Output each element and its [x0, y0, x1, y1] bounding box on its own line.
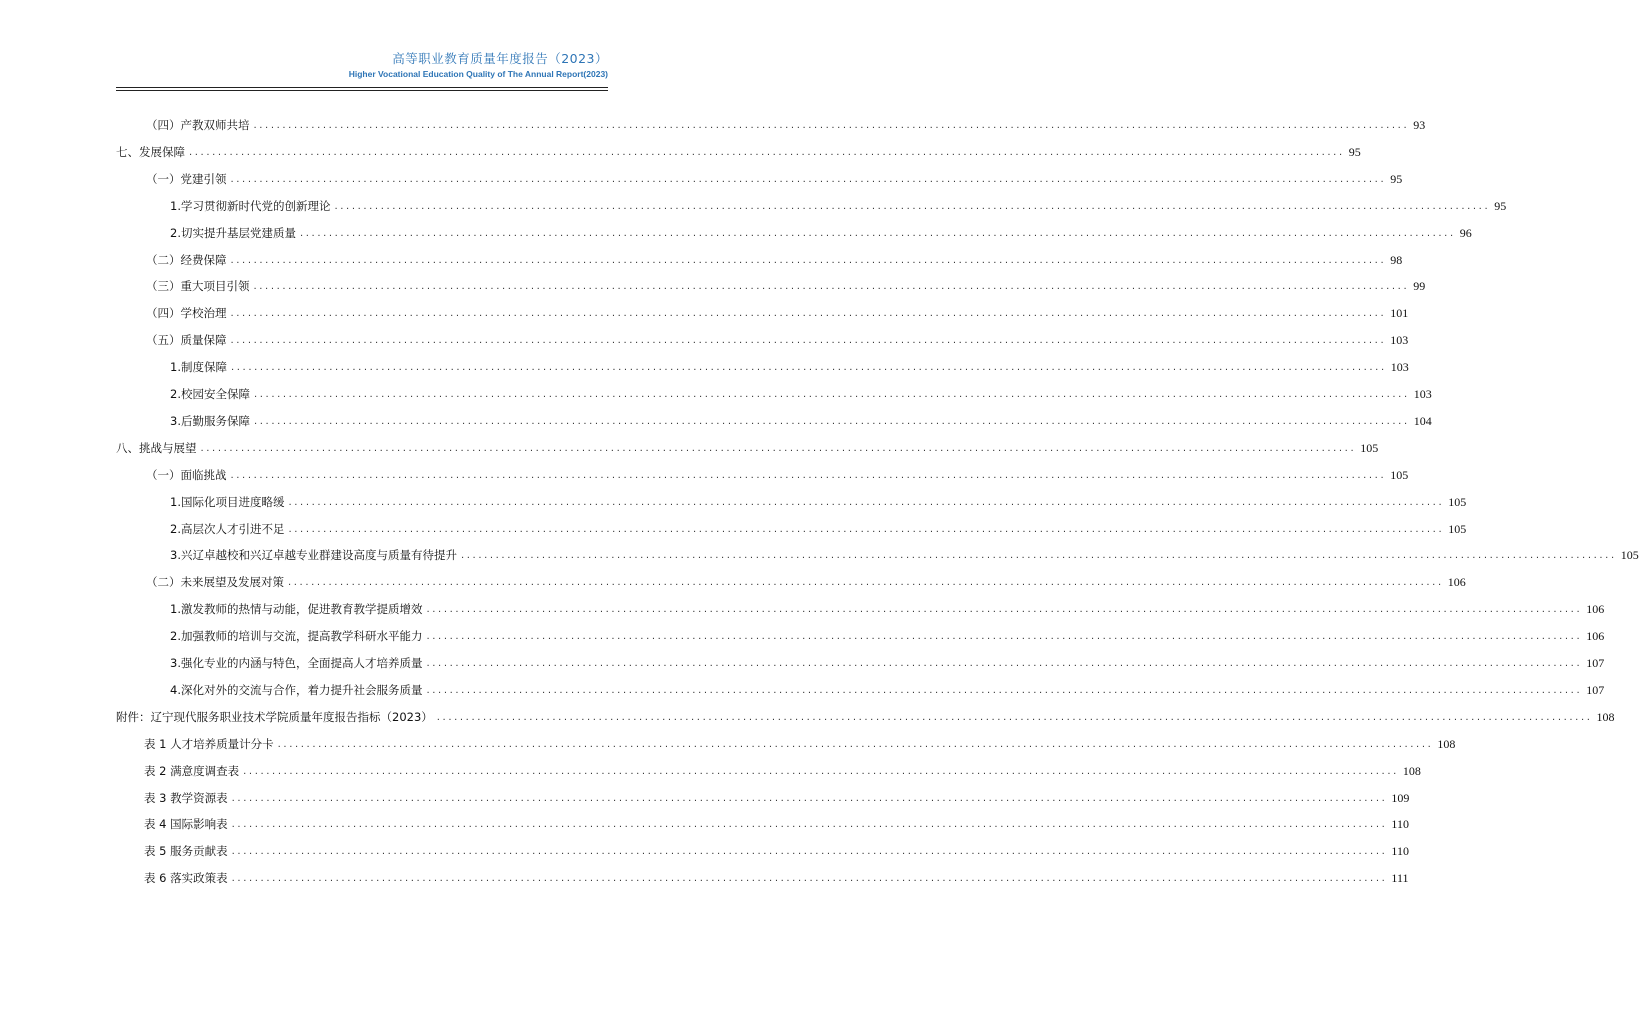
toc-entry[interactable] — [146, 300, 1409, 320]
toc-leader-dots: ........................................................................................................................................................................................................ — [288, 524, 1445, 535]
toc-leader-dots: ........................................................................................................................................................................................................ — [230, 335, 1387, 346]
toc-entry-page: 111 — [1391, 871, 1409, 885]
toc-entry-page: 108 — [1596, 710, 1615, 724]
toc-entry-page: 103 — [1390, 360, 1409, 374]
toc-entry-title: （二）未来展望及发展对策 — [146, 575, 284, 589]
toc-entry-title: 1.学习贯彻新时代党的创新理论 — [170, 199, 331, 213]
toc-entry-page: 96 — [1459, 226, 1472, 240]
toc-leader-dots: ........................................................................................................................................................................................................ — [243, 766, 1399, 777]
header-title-zh: 高等职业教育质量年度报告（2023） — [392, 51, 608, 66]
toc-entry-title: （五）质量保障 — [146, 333, 227, 347]
toc-leader-dots: ........................................................................................................................................................................................................ — [253, 389, 1410, 400]
toc-leader-dots: ........................................................................................................................................................................................................ — [426, 658, 1583, 669]
toc-leader-dots: ........................................................................................................................................................................................................ — [231, 873, 1388, 884]
toc-entry[interactable] — [144, 811, 1409, 831]
toc-entry-page: 99 — [1413, 279, 1426, 293]
header-rule-thin — [116, 90, 608, 91]
toc-entry-page: 95 — [1348, 145, 1361, 159]
toc-leader-dots: ........................................................................................................................................................................................................ — [288, 577, 1444, 588]
toc-entry-title: （三）重大项目引领 — [146, 279, 250, 293]
toc-entry[interactable] — [170, 193, 1507, 213]
toc-leader-dots: ........................................................................................................................................................................................................ — [200, 443, 1357, 454]
toc-entry-title: 4.深化对外的交流与合作，着力提升社会服务质量 — [170, 683, 423, 697]
toc-entry[interactable] — [144, 785, 1410, 805]
toc-entry[interactable] — [170, 677, 1605, 697]
toc-entry-page: 106 — [1586, 629, 1605, 643]
toc-entry-page: 107 — [1586, 656, 1605, 670]
toc-entry-page: 105 — [1620, 548, 1639, 562]
toc-entry-title: 2.高层次人才引进不足 — [170, 522, 285, 536]
toc-entry[interactable] — [116, 704, 1615, 724]
toc-entry[interactable] — [170, 596, 1605, 616]
toc-entry-page: 105 — [1360, 441, 1379, 455]
toc-entry-page: 105 — [1448, 495, 1467, 509]
toc-entry-page: 107 — [1586, 683, 1605, 697]
toc-entry[interactable] — [146, 569, 1466, 589]
toc-entry-title: 表 6 落实政策表 — [144, 871, 228, 885]
toc-entry[interactable] — [144, 865, 1409, 885]
toc-leader-dots: ........................................................................................................................................................................................................ — [253, 120, 1410, 131]
toc-entry-page: 110 — [1391, 817, 1409, 831]
running-header — [349, 50, 608, 81]
toc-leader-dots: ........................................................................................................................................................................................................ — [230, 174, 1387, 185]
toc-entry-title: 1.激发教师的热情与动能，促进教育教学提质增效 — [170, 602, 423, 616]
toc-leader-dots: ........................................................................................................................................................................................................ — [231, 819, 1388, 830]
toc-entry[interactable] — [116, 139, 1361, 159]
toc-leader-dots: ........................................................................................................................................................................................................ — [253, 281, 1410, 292]
toc-entry[interactable] — [146, 327, 1409, 347]
toc-entry-title: 3.兴辽卓越校和兴辽卓越专业群建设高度与质量有待提升 — [170, 548, 457, 562]
toc-entry-page: 106 — [1586, 602, 1605, 616]
toc-entry-page: 108 — [1437, 737, 1456, 751]
toc-entry-page: 101 — [1390, 306, 1409, 320]
toc-entry-title: 八、挑战与展望 — [116, 441, 197, 455]
toc-entry-title: （四）学校治理 — [146, 306, 227, 320]
toc-entry[interactable] — [144, 838, 1409, 858]
toc-leader-dots: ........................................................................................................................................................................................................ — [460, 550, 1617, 561]
toc-entry-title: 3.后勤服务保障 — [170, 414, 250, 428]
toc-entry-title: 1.制度保障 — [170, 360, 227, 374]
toc-entry-title: 2.加强教师的培训与交流，提高教学科研水平能力 — [170, 629, 423, 643]
toc-entry-title: （四）产教双师共培 — [146, 118, 250, 132]
header-rule-thick — [116, 87, 608, 88]
toc-entry[interactable] — [146, 273, 1426, 293]
toc-entry[interactable] — [170, 650, 1605, 670]
toc-leader-dots: ........................................................................................................................................................................................................ — [288, 497, 1445, 508]
toc-leader-dots: ........................................................................................................................................................................................................ — [230, 362, 1387, 373]
toc-entry-page: 103 — [1390, 333, 1409, 347]
toc-entry[interactable] — [170, 489, 1467, 509]
toc-entry-title: （一）面临挑战 — [146, 468, 227, 482]
toc-leader-dots: ........................................................................................................................................................................................................ — [231, 793, 1388, 804]
toc-entry[interactable] — [170, 220, 1472, 240]
toc-entry[interactable] — [170, 542, 1639, 562]
toc-entry-title: 1.国际化项目进度略缓 — [170, 495, 285, 509]
toc-entry-title: 表 5 服务贡献表 — [144, 844, 228, 858]
toc-leader-dots: ........................................................................................................................................................................................................ — [230, 470, 1387, 481]
toc-entry-title: 2.校园安全保障 — [170, 387, 250, 401]
toc-entry[interactable] — [146, 462, 1409, 482]
toc-entry[interactable] — [170, 408, 1432, 428]
toc-entry[interactable] — [170, 516, 1467, 536]
toc-entry-title: （二）经费保障 — [146, 253, 227, 267]
toc-entry[interactable] — [144, 758, 1421, 778]
toc-leader-dots: ........................................................................................................................................................................................................ — [436, 712, 1593, 723]
toc-entry[interactable] — [170, 354, 1409, 374]
toc-entry-title: 表 2 满意度调查表 — [144, 764, 240, 778]
toc-entry[interactable] — [146, 166, 1403, 186]
toc-leader-dots: ........................................................................................................................................................................................................ — [426, 604, 1583, 615]
toc-entry-title: 3.强化专业的内涵与特色，全面提高人才培养质量 — [170, 656, 423, 670]
toc-entry-page: 106 — [1447, 575, 1466, 589]
toc-leader-dots: ........................................................................................................................................................................................................ — [334, 201, 1491, 212]
toc-leader-dots: ........................................................................................................................................................................................................ — [299, 228, 1456, 239]
header-title-en: Higher Vocational Education Quality of The Annual Report(2023) — [348, 69, 608, 79]
toc-entry-title: 表 3 教学资源表 — [144, 791, 228, 805]
toc-entry-page: 105 — [1448, 522, 1467, 536]
toc-entry-page: 103 — [1413, 387, 1432, 401]
toc-leader-dots: ........................................................................................................................................................................................................ — [230, 308, 1387, 319]
toc-entry[interactable] — [170, 381, 1432, 401]
toc-entry-title: 七、发展保障 — [116, 145, 185, 159]
toc-entry-page: 98 — [1390, 253, 1403, 267]
toc-leader-dots: ........................................................................................................................................................................................................ — [426, 685, 1583, 696]
toc-entry-title: 表 4 国际影响表 — [144, 817, 228, 831]
toc-entry-title: （一）党建引领 — [146, 172, 227, 186]
toc-entry-page: 108 — [1402, 764, 1421, 778]
toc-leader-dots: ........................................................................................................................................................................................................ — [230, 255, 1387, 266]
toc-leader-dots: ........................................................................................................................................................................................................ — [253, 416, 1410, 427]
toc-entry-page: 110 — [1391, 844, 1409, 858]
toc-entry[interactable] — [146, 247, 1403, 267]
toc-entry-page: 109 — [1391, 791, 1410, 805]
toc-leader-dots: ........................................................................................................................................................................................................ — [189, 147, 1345, 158]
toc-entry-page: 95 — [1390, 172, 1403, 186]
toc-entry-title: 附件：辽宁现代服务职业技术学院质量年度报告指标（2023） — [116, 710, 433, 724]
toc-entry-page: 93 — [1413, 118, 1426, 132]
toc-entry-page: 105 — [1390, 468, 1409, 482]
toc-entry-page: 104 — [1413, 414, 1432, 428]
toc-leader-dots: ........................................................................................................................................................................................................ — [426, 631, 1583, 642]
toc-entry[interactable] — [146, 112, 1426, 132]
toc-leader-dots: ........................................................................................................................................................................................................ — [277, 739, 1434, 750]
toc-entry[interactable] — [170, 623, 1605, 643]
toc-entry-page: 95 — [1494, 199, 1507, 213]
toc-entry[interactable] — [116, 435, 1379, 455]
toc-leader-dots: ........................................................................................................................................................................................................ — [231, 846, 1388, 857]
toc-entry-title: 表 1 人才培养质量计分卡 — [144, 737, 274, 751]
toc-entry-title: 2.切实提升基层党建质量 — [170, 226, 296, 240]
toc-entry[interactable] — [144, 731, 1456, 751]
